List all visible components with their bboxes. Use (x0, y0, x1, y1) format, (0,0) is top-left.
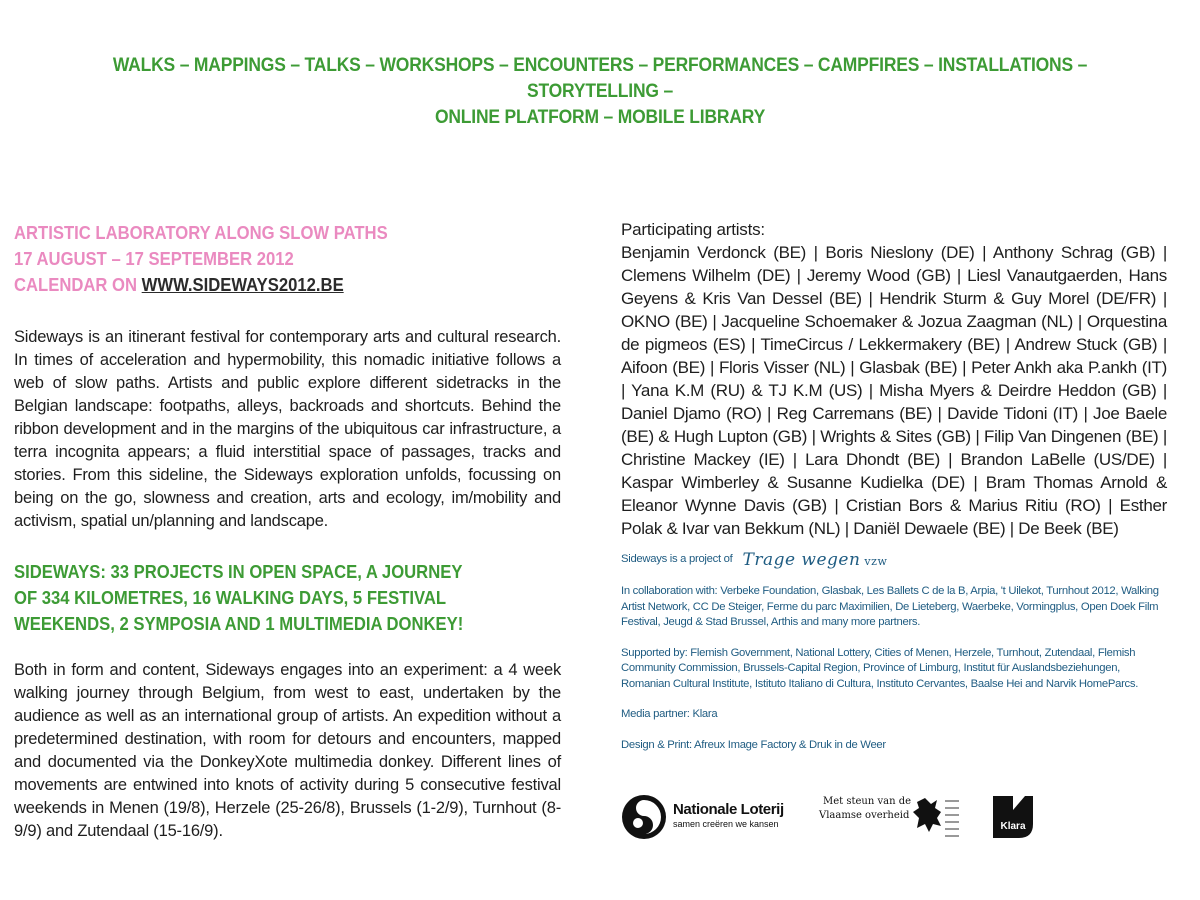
vlaamse-overheid-logo (819, 792, 969, 842)
website-link[interactable]: WWW.SIDEWAYS2012.BE (141, 274, 344, 295)
trage-wegen-name: Trage wegen (742, 550, 861, 570)
klara-emblem-icon (991, 794, 1035, 840)
flemish-line-1: Met steun van de (823, 796, 912, 807)
project-of-label: Sideways is a project of (621, 553, 733, 566)
klara-name: Klara (1000, 821, 1026, 832)
nationale-loterij-logo (621, 792, 791, 842)
artists-list: Benjamin Verdonck (BE) | Boris Nieslony (DE) | Anthony Schrag (GB) | Clemens Wilhelm (DE) | Jeremy Wood (GB) | Liesl Vanautgaerden, Hans Geyens & Kris Van Dessel (BE) | Hendrik Sturm & Guy Morel (DE/FR) | OKNO (BE) | Jacqueline Schoemaker & Jozua Zaagman (NL) | Orquestina de pigmeos (ES) | TimeCircus / Lekkermakery (BE) | Andrew Stuck (GB) | Aifoon (BE) | Floris Visser (NL) | Glasbak (BE) | Peter Ankh aka P.ankh (IT) | Yana K.M (RU) & TJ K.M (US) | Misha Myers & Deirdre Heddon (GB) | Daniel Djamo (RO) | Reg Carremans (BE) | Davide Tidoni (IT) | Joe Baele (BE) & Hugh Lupton (GB) | Wrights & Sites (GB) | Filip Van Dingenen (BE) | Christine Mackey (IE) | Lara Dhondt (BE) | Brandon LaBelle (US/DE) | Kaspar Wimberley & Susanne Kudielka (DE) | Bram Thomas Arnold & Eleanor Wynne Davis (GB) | Cristian Bors & Marius Ritiu (RO) | Esther Polak & Ivar van Bekkum (NL) | Daniël Dewaele (BE) | De Beek (BE) (621, 243, 1167, 538)
highlight-line-3: WEEKENDS, 2 SYMPOSIA AND 1 MULTIMEDIA DONKEY! (14, 613, 464, 634)
flemish-lion-icon (911, 794, 961, 840)
highlight-heading (14, 559, 506, 637)
lottery-tagline: samen creëren we kansen (673, 819, 779, 829)
calendar-line (14, 272, 506, 298)
festival-intro (14, 220, 506, 298)
festival-dates: 17 AUGUST – 17 SEPTEMBER 2012 (14, 248, 294, 269)
flemish-line-2: Vlaamse overheid (819, 810, 910, 821)
calendar-prefix: CALENDAR ON (14, 274, 142, 295)
activities-line-2: ONLINE PLATFORM – MOBILE LIBRARY (434, 107, 766, 128)
project-of-row (621, 550, 1167, 570)
right-column (621, 218, 1167, 753)
klara-logo (991, 792, 1035, 838)
description-paragraph: Sideways is an itinerant festival for contemporary arts and cultural research. In times of acceleration and hypermobility, this nomadic initiative follows a web of slow paths. Artists and public explore different sidetracks in the Belgian landscape: footpaths, alleys, backroads and shortcuts. Behind the ribbon development and in the margins of the ubiquitous car infrastructure, a terra incognita appears; a fluid interstitial space of passages, tracks and stories. From this sideline, the Sideways exploration unfolds, focussing on being on the go, slowness and creation, arts and ecology, im/mobility and activism, spatial un/planning and landscape. (14, 328, 561, 530)
lottery-emblem-icon (621, 794, 667, 840)
design-print-text: Design & Print: Afreux Image Factory & Druk in de Weer (621, 738, 886, 751)
lottery-name: Nationale Loterij (673, 801, 784, 818)
highlight-line-2: OF 334 KILOMETRES, 16 WALKING DAYS, 5 FESTIVAL (14, 587, 447, 608)
activities-banner (66, 53, 1133, 131)
festival-subtitle: ARTISTIC LABORATORY ALONG SLOW PATHS (14, 222, 388, 243)
supported-text: Supported by: Flemish Government, National Lottery, Cities of Menen, Herzele, Turnhout, Zutendaal, Flemish Community Commission, Brussels-Capital Region, Province of Limburg, Institut für Auslandsbeziehungen, Romanian Cultural Institute, Istituto Italiano di Cultura, Instituto Cervantes, Baalse Hei and Narvik HomeParcs. (621, 646, 1139, 690)
journey-paragraph: Both in form and content, Sideways engages into an experiment: a 4 week walking journey through Belgium, from west to east, undertaken by the audience as well as an international group of artists. An expedition without a predetermined destination, with room for detours and encounters, mapped and documented via the DonkeyXote multimedia donkey. Different lines of movements are entwined into knots of activity during 5 consecutive festival weekends in Menen (19/8), Herzele (25-26/8), Brussels (1-2/9), Turnhout (8-9/9) and Zutendaal (15-16/9). (14, 661, 561, 840)
activities-line-1: WALKS – MAPPINGS – TALKS – WORKSHOPS – ENCOUNTERS – PERFORMANCES – CAMPFIRES – INSTALLATIONS – STORYTELLING – (112, 55, 1088, 102)
highlight-line-1: SIDEWAYS: 33 PROJECTS IN OPEN SPACE, A JOURNEY (14, 561, 463, 582)
collaboration-text: In collaboration with: Verbeke Foundation, Glasbak, Les Ballets C de la B, Arpia, 't Uilekot, Turnhout 2012, Walking Artist Network, CC De Steiger, Ferme du parc Maximilien, De Lieteberg, Waerbeke, Vormingplus, Open Doek Film Festival, Jeugd & Stad Brussel, Arthis and many more partners. (621, 585, 1159, 628)
left-column (14, 220, 561, 843)
artists-heading: Participating artists: (621, 220, 765, 239)
media-partner-text: Media partner: Klara (621, 708, 718, 720)
sponsor-logos (621, 792, 1041, 844)
trage-wegen-logo (742, 550, 887, 570)
trage-wegen-suffix: vzw (860, 555, 888, 568)
